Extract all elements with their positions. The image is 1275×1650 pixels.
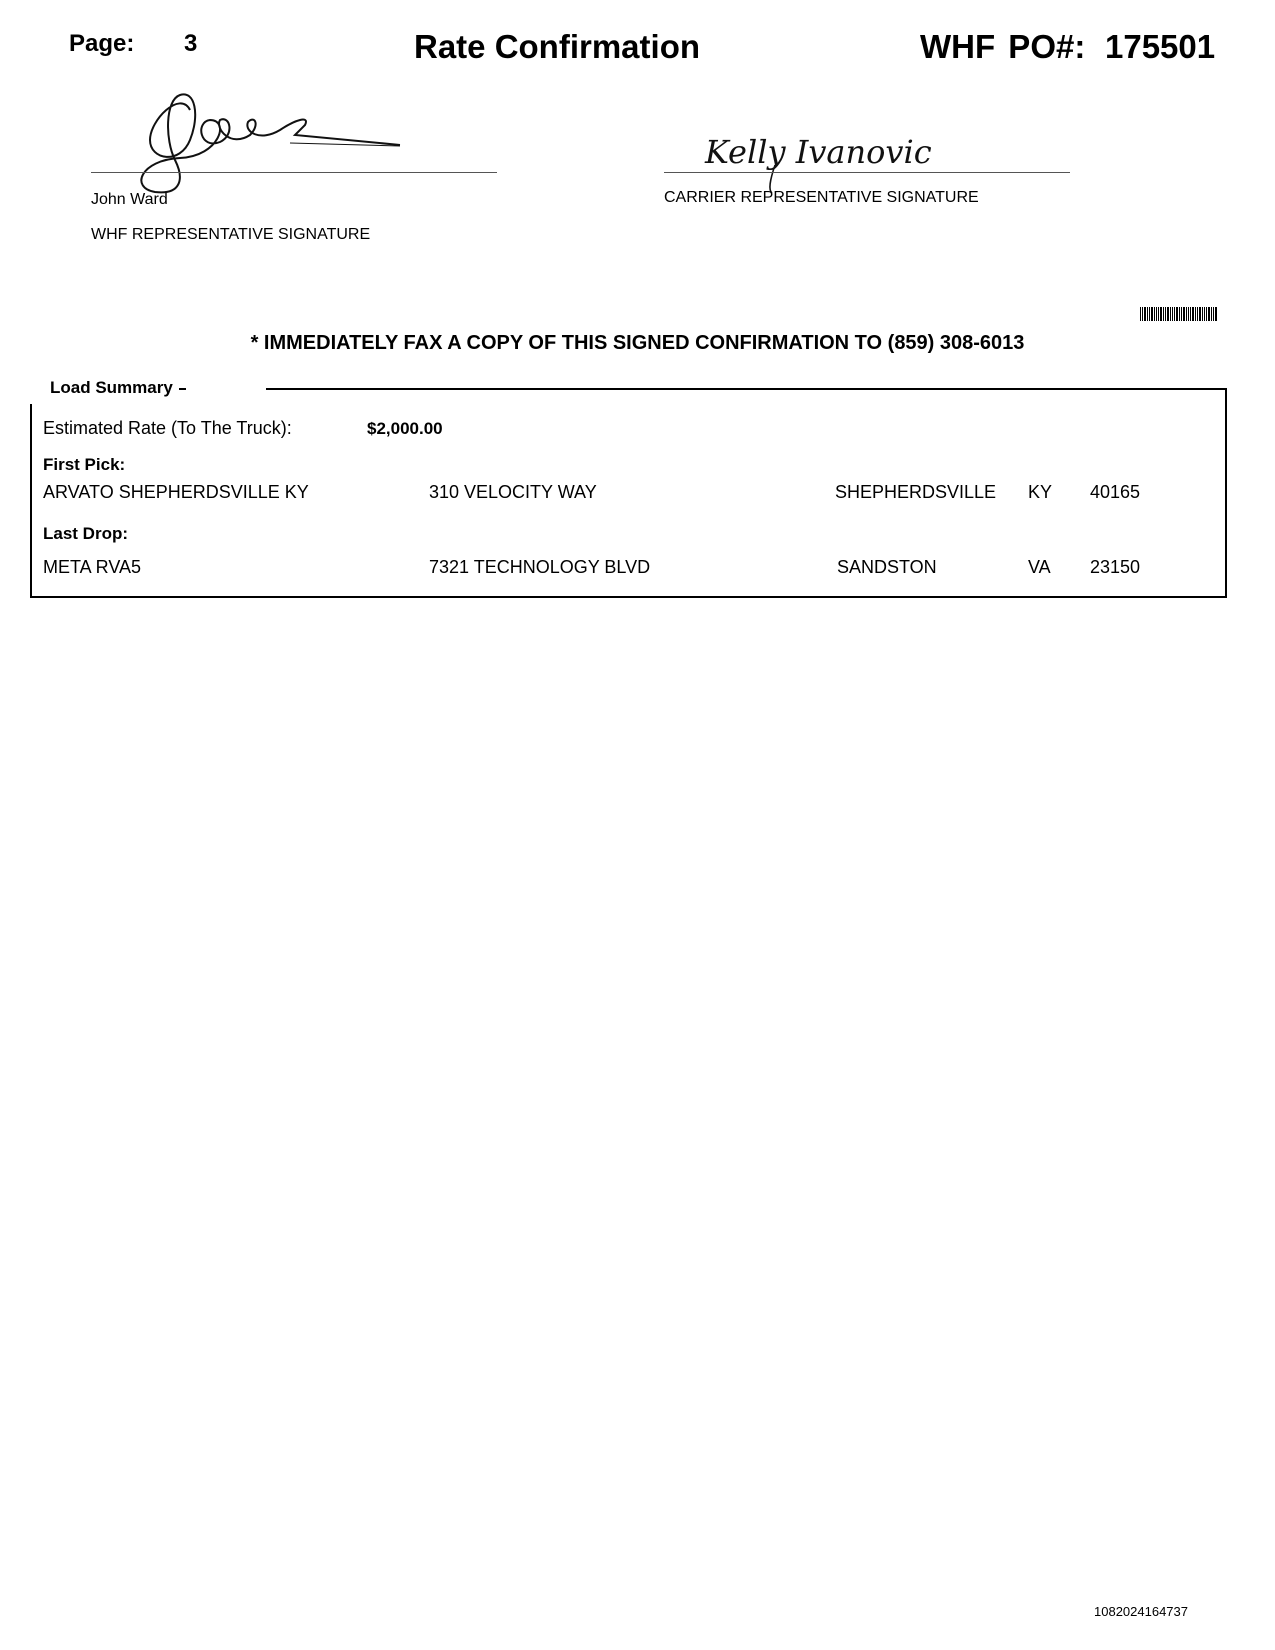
carrier-signature-image [700, 125, 970, 195]
first-pick-city: SHEPHERDSVILLE [835, 482, 997, 502]
load-summary-legend: Load Summary [30, 378, 179, 404]
last-drop-city: SANDSTON [837, 557, 937, 577]
first-pick-state: KY [1028, 482, 1053, 502]
page-number: 3 [184, 30, 198, 57]
first-pick-address: 310 VELOCITY WAY [429, 482, 597, 502]
po-label: WHF PO#: [920, 28, 1086, 65]
whf-rep-name: John Ward [91, 191, 168, 208]
po-number: 175501 [1105, 28, 1216, 65]
legend-gap [186, 382, 266, 396]
whf-signature-image [120, 80, 430, 195]
barcode-icon [1140, 307, 1217, 321]
first-pick-zip: 40165 [1090, 482, 1141, 502]
last-drop-state: VA [1028, 557, 1051, 577]
footer-document-id: 1082024164737 [1094, 1604, 1188, 1619]
whf-signature-caption: WHF REPRESENTATIVE SIGNATURE [91, 226, 371, 243]
first-pick-name: ARVATO SHEPHERDSVILLE KY [43, 482, 309, 502]
document-title: Rate Confirmation [414, 28, 701, 65]
estimated-rate-value: $2,000.00 [367, 419, 443, 438]
carrier-signature-text: Kelly Ivanovic [705, 133, 932, 171]
last-drop-zip: 23150 [1090, 557, 1141, 577]
carrier-signature-line [664, 172, 1070, 173]
estimated-rate-label: Estimated Rate (To The Truck): [43, 418, 292, 438]
last-drop-address: 7321 TECHNOLOGY BLVD [429, 557, 651, 577]
whf-signature-line [91, 172, 497, 173]
last-drop-name: META RVA5 [43, 557, 142, 577]
page-label: Page: [69, 30, 135, 57]
fax-notice: * IMMEDIATELY FAX A COPY OF THIS SIGNED CONFIRMATION TO (859) 308-6013 [250, 332, 1025, 354]
carrier-signature-caption: CARRIER REPRESENTATIVE SIGNATURE [664, 189, 979, 206]
last-drop-label: Last Drop: [43, 524, 128, 543]
first-pick-label: First Pick: [43, 455, 126, 474]
